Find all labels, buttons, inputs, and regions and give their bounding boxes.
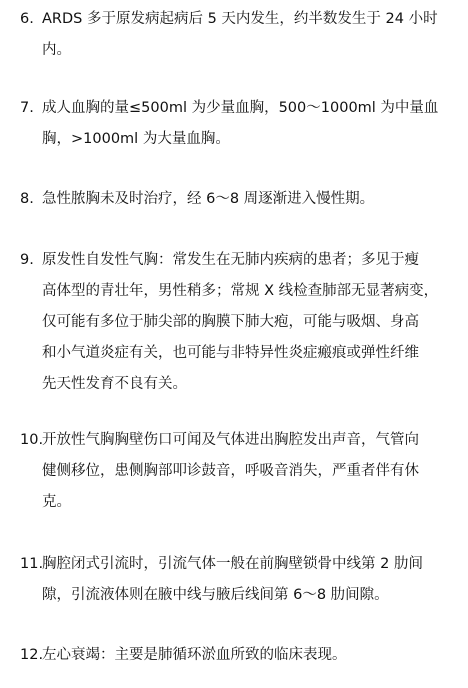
item-text [42, 245, 450, 400]
item-line: 和小气道炎症有关，也可能与非特异性炎症瘢痕或弹性纤维 [42, 345, 419, 361]
item-number: 8. [20, 191, 34, 207]
item-line: 健侧移位，患侧胸部叩诊鼓音，呼吸音消失，严重者伴有休 [42, 463, 419, 479]
item-number: 6. [20, 11, 34, 27]
item-line: 左心衰竭：主要是肺循环淤血所致的临床表现。 [42, 647, 347, 663]
item-line: 内。 [42, 42, 71, 58]
item-line: ARDS 多于原发病起病后 5 天内发生，约半数发生于 24 小时 [42, 11, 438, 27]
item-line: 先天性发育不良有关。 [42, 376, 187, 392]
item-text [42, 640, 450, 671]
item-line: 急性脓胸未及时治疗，经 6～8 周逐渐进入慢性期。 [42, 191, 375, 207]
item-line: 隙，引流液体则在腋中线与腋后线间第 6～8 肋间隙。 [42, 587, 389, 603]
item-number: 9. [20, 252, 34, 268]
item-line: 原发性自发性气胸：常发生在无肺内疾病的患者；多见于瘦 [42, 252, 419, 268]
item-line: 成人血胸的量≤500ml 为少量血胸，500～1000ml 为中量血 [42, 100, 439, 116]
list-item-9 [20, 245, 450, 400]
item-text [42, 184, 450, 215]
list-item-10 [20, 425, 450, 518]
item-line: 胸，>1000ml 为大量血胸。 [42, 131, 230, 147]
item-line: 克。 [42, 494, 71, 510]
item-line: 仅可能有多位于肺尖部的胸膜下肺大疱，可能与吸烟、身高 [42, 314, 419, 330]
item-number: 12. [20, 647, 44, 663]
item-number: 11. [20, 556, 44, 572]
item-line: 开放性气胸胸壁伤口可闻及气体进出胸腔发出声音，气管向 [42, 432, 419, 448]
list-item-11 [20, 549, 450, 611]
item-line: 胸腔闭式引流时，引流气体一般在前胸壁锁骨中线第 2 肋间 [42, 556, 423, 572]
item-text [42, 549, 450, 611]
item-number: 10. [20, 432, 44, 448]
item-line: 高体型的青壮年，男性稍多；常规 X 线检查肺部无显著病变， [42, 283, 439, 299]
list-item-7 [20, 93, 450, 155]
list-item-12 [20, 640, 450, 671]
item-number: 7. [20, 100, 34, 116]
item-text [42, 4, 450, 66]
list-item-6 [20, 4, 450, 66]
item-text [42, 93, 450, 155]
item-text [42, 425, 450, 518]
list-item-8 [20, 184, 450, 215]
